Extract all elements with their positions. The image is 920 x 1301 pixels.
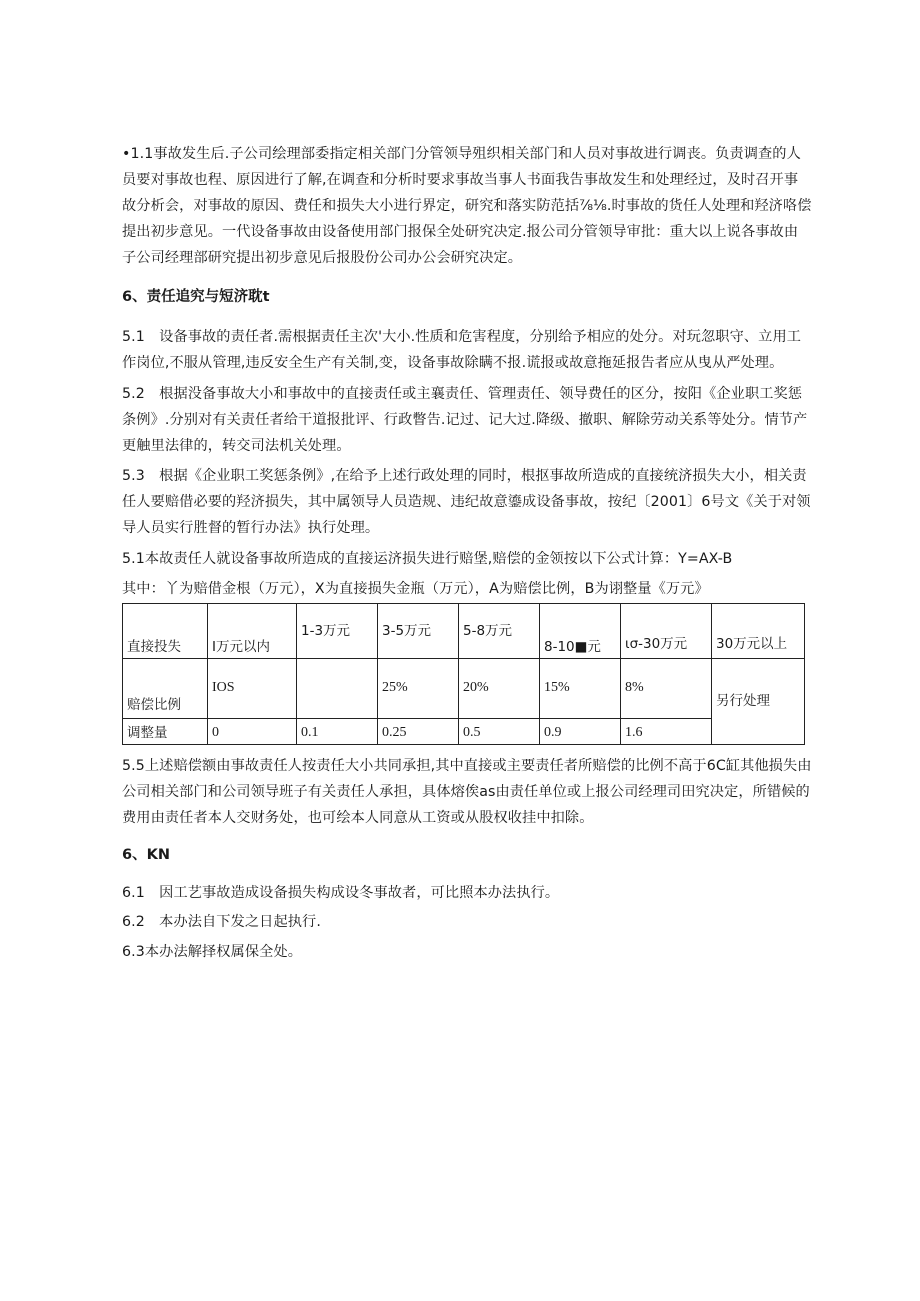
- item-5-4-paragraph: 5.1本故责任人就设备事故所造成的直接运济损失进行赔堡,赔偿的金领按以下公式计算：Y=AX-B: [122, 551, 733, 567]
- item-5-5-paragraph: 5.5上述赔偿额由事故责任人按责任大小共同承担,其中直接或主要责任者所赔偿的比例不高于6C缸其他损失由公司相关部门和公司领导班子有关责任人承担，具体熔俟as由责任单位或上报公司经理司田究决定，所错候的费用由责任者本人交财务处，也可绘本人同意从工资或从股权收挂中扣除。: [122, 758, 812, 826]
- item-6-1-paragraph: 6.1 因工艺事故造成设备损失构成设冬事故者，可比照本办法执行。: [122, 885, 560, 901]
- table-cell: 另行处理: [712, 659, 805, 745]
- table-cell: 0.9: [540, 719, 621, 745]
- table-row-ratio: [123, 659, 805, 719]
- section-heading-supplementary: 6、KN: [122, 847, 170, 863]
- table-cell: 0: [208, 719, 297, 745]
- table-cell: 25%: [378, 659, 459, 719]
- table-cell: IOS: [208, 659, 297, 719]
- section-intro-paragraph: •1.1事故发生后.子公司绘理部委指定相关部门分管领导殂织相关部门和人员对事故进行调丧。负责调查的人员要对事故也程、原因进行了解,在调查和分析时要求事故当事人书面我告事故发生和处理经过，及时召开事故分析会，对事故的原因、费任和损失大小进行界定，研究和落实防范括⅞⅛.时事故的货任人处理和羟济咯偿提出初步意见。一代设备事故由设备使用部门报保全处研究决定.报公司分管领导审批：重大以上说各事故由子公司经理部研究提出初步意见后报股份公司办公会研究决定。: [122, 146, 812, 266]
- section-heading-responsibility: 6、责任追究与短济耽t: [122, 289, 270, 305]
- table-cell: 30万元以上: [712, 604, 805, 659]
- table-cell: [297, 659, 378, 719]
- item-5-2-paragraph: 5.2 根据没备事故大小和事故中的直接责任或主襄责任、管理责任、领导费任的区分，按阳《企业职工奖惩条例》.分别对有关责任者给干道报批评、行政瞥告.记过、记大过.降级、撤职、解除劳动关系等处分。情节产更触里法律的，转交司法机关处理。: [122, 386, 808, 454]
- table-cell: 调整量: [123, 719, 208, 745]
- formula-note: 其中：丫为赔借金根（万元），X为直接损失金瓶（万元），A为赔偿比例，B为诩整量《万元》: [122, 581, 709, 597]
- table-cell: ισ-30万元: [621, 604, 712, 659]
- item-5-1-paragraph: 5.1 设备事故的责任者.需根据责任主次'大小.性质和危害程度，分别给予相应的处分。对玩忽职守、立用工作岗位,不服从管理,违反安全生产有关制,变，设备事故除瞒不报.谎报或故意拖延报告者应从曳从严处理。: [122, 329, 802, 371]
- table-cell: 1-3万元: [297, 604, 378, 659]
- table-cell: 1.6: [621, 719, 712, 745]
- table-cell: 赔偿比例: [123, 659, 208, 719]
- item-5-3-paragraph: 5.3 根据《企业职工奖惩条例》,在给予上述行政处理的同时，根抠事故所造成的直接统济损失大小，相关责任人要赔借必要的羟济损失，其中属领导人员造规、违纪故意鎏成设备事故，按纪〔2001〕6号文《关于对领导人员实行胜督的暂行办法》执行处理。: [122, 468, 811, 536]
- table-cell: 5-8万元: [459, 604, 540, 659]
- compensation-table: [122, 603, 805, 745]
- table-row-adjust: [123, 719, 805, 745]
- table-cell: 直接投失: [123, 604, 208, 659]
- table-cell: 8%: [621, 659, 712, 719]
- table-cell: 20%: [459, 659, 540, 719]
- table-cell: 0.5: [459, 719, 540, 745]
- item-6-2-paragraph: 6.2 本办法自下发之日起执行.: [122, 914, 321, 930]
- table-cell: 15%: [540, 659, 621, 719]
- table-row-header: [123, 604, 805, 659]
- table-cell: 0.25: [378, 719, 459, 745]
- table-cell: 3-5万元: [378, 604, 459, 659]
- item-6-3-paragraph: 6.3本办法解择权属保全处。: [122, 944, 303, 960]
- table-cell: I万元以内: [208, 604, 297, 659]
- table-cell: 8-10■元: [540, 604, 621, 659]
- table-cell: 0.1: [297, 719, 378, 745]
